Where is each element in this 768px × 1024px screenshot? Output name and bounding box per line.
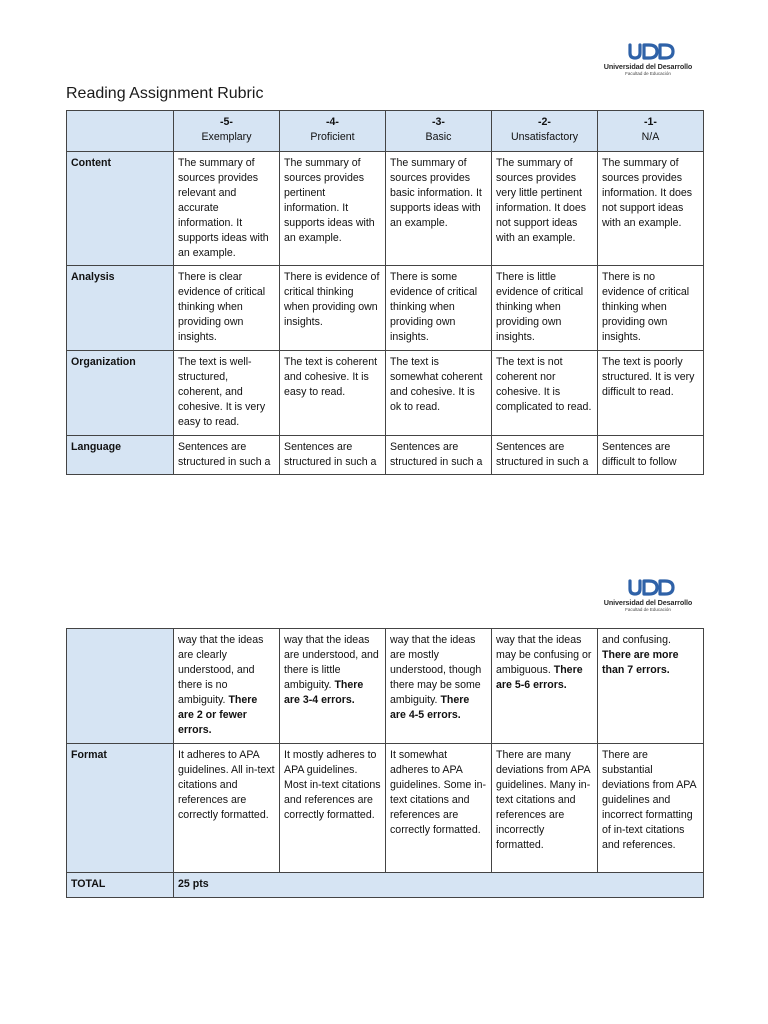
cell-text: way that the ideas are mostly understood, though there may be some ambiguity. — [390, 634, 482, 706]
level-number: -5- — [220, 116, 233, 128]
rubric-cell: There is clear evidence of critical thinking when providing own insights. — [174, 266, 280, 351]
criterion-label: Content — [67, 152, 174, 266]
level-header-4 — [280, 111, 386, 152]
cell-text: way that the ideas may be confusing or ambiguous. — [496, 634, 592, 676]
rubric-cell — [492, 629, 598, 744]
rubric-cell: It somewhat adheres to APA guidelines. Some in-text citations and references are correctly formatted. — [386, 744, 492, 873]
rubric-cell: Sentences are difficult to follow — [598, 436, 704, 475]
level-number: -4- — [326, 116, 339, 128]
rubric-cell: It mostly adheres to APA guidelines. Most in-text citations and references are correctly formatted. — [280, 744, 386, 873]
level-name: Unsatisfactory — [510, 131, 579, 143]
rubric-cell: The text is poorly structured. It is very difficult to read. — [598, 351, 704, 436]
criterion-row-organization — [67, 351, 704, 436]
criterion-row-format — [67, 744, 704, 873]
rubric-cell: There is little evidence of critical thinking when providing own insights. — [492, 266, 598, 351]
rubric-cell: The summary of sources provides information. It does not support ideas with an example. — [598, 152, 704, 266]
level-number: -2- — [538, 116, 551, 128]
rubric-cell — [386, 629, 492, 744]
rubric-cell: The text is well-structured, coherent, and cohesive. It is very easy to read. — [174, 351, 280, 436]
criterion-row-language — [67, 436, 704, 475]
level-name: Basic — [425, 131, 452, 143]
header-corner-cell — [67, 111, 174, 152]
rubric-table-page-2 — [66, 628, 704, 898]
logo-university-name: Universidad del Desarrollo — [603, 598, 693, 607]
rubric-cell: The text is somewhat coherent and cohesive. It is ok to read. — [386, 351, 492, 436]
cell-text: way that the ideas are understood, and there is little ambiguity. — [284, 634, 379, 691]
level-header-2 — [492, 111, 598, 152]
rubric-table-page-1 — [66, 110, 704, 475]
levels-header-row — [67, 111, 704, 152]
rubric-cell: Sentences are structured in such a — [174, 436, 280, 475]
criterion-row-analysis — [67, 266, 704, 351]
cell-error-count: There are 5-6 errors. — [496, 664, 583, 691]
rubric-cell: It adheres to APA guidelines. All in-text citations and references are correctly formatted. — [174, 744, 280, 873]
rubric-cell: There is no evidence of critical thinking when providing own insights. — [598, 266, 704, 351]
rubric-cell: The summary of sources provides basic information. It supports ideas with an example. — [386, 152, 492, 266]
udd-logo-mark-icon — [602, 578, 694, 598]
rubric-cell: Sentences are structured in such a — [280, 436, 386, 475]
total-label: TOTAL — [67, 873, 174, 898]
rubric-cell: The summary of sources provides pertinent information. It supports ideas with an example. — [280, 152, 386, 266]
cell-error-count: There are 3-4 errors. — [284, 679, 364, 706]
total-row — [67, 873, 704, 898]
criterion-label: Language — [67, 436, 174, 475]
level-number: -1- — [644, 116, 657, 128]
criterion-label: Analysis — [67, 266, 174, 351]
cell-error-count: There are 2 or fewer errors. — [178, 694, 258, 736]
level-name: Proficient — [310, 131, 355, 143]
logo-faculty-name: Facultad de Educación — [625, 607, 671, 612]
rubric-cell: Sentences are structured in such a — [492, 436, 598, 475]
rubric-cell: Sentences are structured in such a — [386, 436, 492, 475]
level-header-5 — [174, 111, 280, 152]
cell-error-count: There are 4-5 errors. — [390, 694, 470, 721]
rubric-cell — [280, 629, 386, 744]
university-logo — [602, 42, 694, 78]
cell-error-count: There are more than 7 errors. — [602, 649, 679, 676]
level-name: N/A — [641, 131, 660, 143]
rubric-cell: There is some evidence of critical thinking when providing own insights. — [386, 266, 492, 351]
criterion-label: Format — [67, 744, 174, 873]
cell-text: and confusing. — [602, 634, 671, 646]
criterion-row-language-continued — [67, 629, 704, 744]
rubric-cell — [598, 629, 704, 744]
logo-faculty-name: Facultad de Educación — [625, 71, 671, 76]
criterion-label: Organization — [67, 351, 174, 436]
rubric-cell: There are substantial deviations from APA guidelines and incorrect formatting of in-text citations and references. — [598, 744, 704, 873]
total-value: 25 pts — [174, 873, 704, 898]
page-title: Reading Assignment Rubric — [66, 85, 264, 102]
level-name: Exemplary — [201, 131, 252, 143]
criterion-label-empty — [67, 629, 174, 744]
university-logo — [602, 578, 694, 614]
level-header-3 — [386, 111, 492, 152]
rubric-cell: The text is coherent and cohesive. It is easy to read. — [280, 351, 386, 436]
level-number: -3- — [432, 116, 445, 128]
rubric-cell: The text is not coherent nor cohesive. It is complicated to read. — [492, 351, 598, 436]
rubric-cell: The summary of sources provides very little pertinent information. It does not support ideas with an example. — [492, 152, 598, 266]
cell-text: way that the ideas are clearly understood, and there is no ambiguity. — [178, 634, 264, 706]
rubric-cell: The summary of sources provides relevant and accurate information. It supports ideas with an example. — [174, 152, 280, 266]
rubric-cell: There are many deviations from APA guidelines. Many in-text citations and references are incorrectly formatted. — [492, 744, 598, 873]
level-header-1 — [598, 111, 704, 152]
udd-logo-mark-icon — [602, 42, 694, 62]
rubric-cell: There is evidence of critical thinking when providing own insights. — [280, 266, 386, 351]
rubric-cell — [174, 629, 280, 744]
logo-university-name: Universidad del Desarrollo — [603, 62, 693, 71]
criterion-row-content — [67, 152, 704, 266]
